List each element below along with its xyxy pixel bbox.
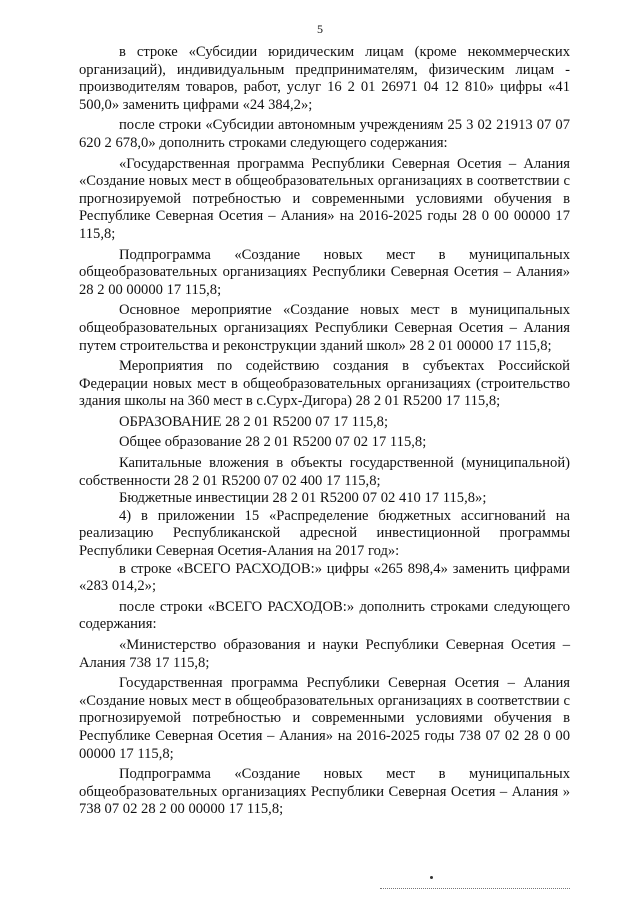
paragraph-after-total-expenses: после строки «ВСЕГО РАСХОДОВ:» дополнить строками следующего содержания: bbox=[79, 598, 570, 633]
paragraph-general-education: Общее образование 28 2 01 R5200 07 02 17 115,8; bbox=[119, 434, 427, 451]
paragraph-state-program-738: Государственная программа Республики Северная Осетия – Алания «Создание новых мест в общеобразовательных организациях в соответствии с прогнозируемой потребностью и современными условиями обучения в Республике Северная Осетия – Алания» на 2016-2025 годы 738 07 02 28 0 00 00000 17 115,8; bbox=[79, 675, 570, 762]
paragraph-activities-school: Мероприятия по содействию создания в субъектах Российской Федерации новых мест в общеобразовательных организациях (строительство здания школы на 360 мест в с.Сурх-Дигора) 28 2 01 R5200 17 115,8; bbox=[79, 358, 570, 410]
document-body bbox=[79, 44, 570, 819]
paragraph-total-expenses-replace: в строке «ВСЕГО РАСХОДОВ:» цифры «265 898,4» заменить цифрами «283 014,2»; bbox=[79, 560, 570, 595]
paragraph-main-activity: Основное мероприятие «Создание новых мест в муниципальных общеобразовательных организациях Республики Северная Осетия – Алания путем строительства и реконструкции зданий школ» 28 2 01 00000 17 115,8; bbox=[79, 302, 570, 354]
paragraph-subprogram-738: Подпрограмма «Создание новых мест в муниципальных общеобразовательных организациях Республики Северная Осетия – Алания » 738 07 02 28 2 00 00000 17 115,8; bbox=[79, 766, 570, 818]
paragraph-ministry: «Министерство образования и науки Республики Северная Осетия – Алания 738 17 115,8; bbox=[79, 637, 570, 671]
paragraph-after-autonomous-subsidies: после строки «Субсидии автономным учреждениям 25 3 02 21913 07 07 620 2 678,0» дополнить строками следующего содержания: bbox=[79, 117, 570, 151]
paragraph-subprogram: Подпрограмма «Создание новых мест в муниципальных общеобразовательных организациях Республики Северная Осетия – Алания» 28 2 00 00000 17 115,8; bbox=[79, 246, 570, 298]
paragraph-education: ОБРАЗОВАНИЕ 28 2 01 R5200 07 17 115,8; bbox=[119, 413, 389, 430]
paragraph-state-program: «Государственная программа Республики Северная Осетия – Алания «Создание новых мест в общеобразовательных организациях в соответствии с прогнозируемой потребностью и современными условиями обучения в Республике Северная Осетия – Алания» на 2016-2025 годы 28 0 00 00000 17 115,8; bbox=[79, 155, 570, 242]
scan-dot bbox=[430, 876, 433, 879]
paragraph-budget-investments: Бюджетные инвестиции 28 2 01 R5200 07 02 410 17 115,8»; bbox=[119, 490, 487, 507]
paragraph-subsidies-legal-entities: в строке «Субсидии юридическим лицам (кроме некоммерческих организаций), индивидуальным предпринимателям, физическим лицам - производителям товаров, работ, услуг 16 2 01 26971 04 12 810» цифры «41 500,0» заменить цифрами «24 384,2»; bbox=[79, 44, 570, 113]
page-number: 5 bbox=[317, 22, 323, 36]
paragraph-capital-investments: Капитальные вложения в объекты государственной (муниципальной) собственности 28 2 01 R5200 07 02 400 17 115,8; bbox=[79, 455, 570, 489]
footer-rule bbox=[380, 888, 570, 889]
paragraph-appendix-15: 4) в приложении 15 «Распределение бюджетных ассигнований на реализацию Республиканской адресной инвестиционной программы Республики Северная Осетия-Алания на 2017 год»: bbox=[79, 507, 570, 560]
